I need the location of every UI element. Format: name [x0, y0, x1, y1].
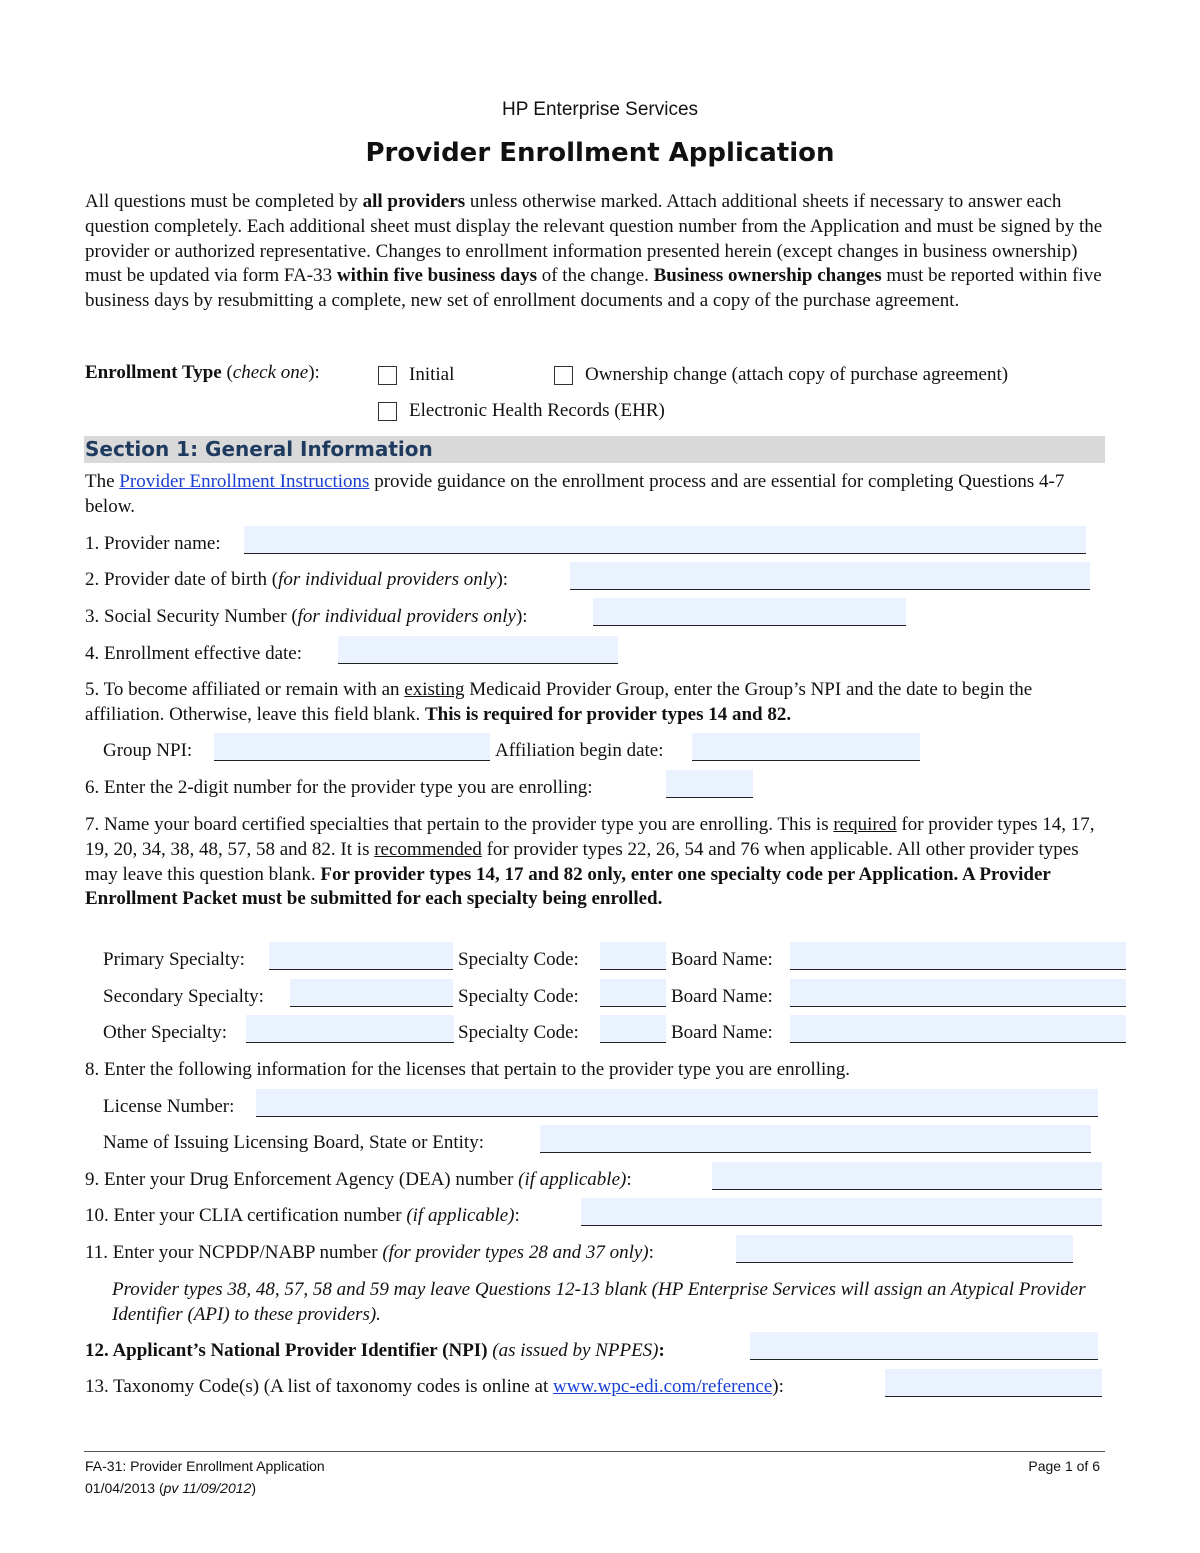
group-npi-label: Group NPI: [103, 740, 193, 761]
secondary-specialty-label: Secondary Specialty: [103, 986, 264, 1007]
organization-name: HP Enterprise Services [501, 99, 699, 120]
primary-specialty-field[interactable] [269, 942, 453, 970]
affiliation-date-label: Affiliation begin date: [495, 740, 664, 761]
primary-specialty-label: Primary Specialty: [103, 949, 245, 970]
option-ownership-change[interactable]: Ownership change (attach copy of purchase agreement) [554, 362, 1008, 388]
affiliation-date-field[interactable] [692, 733, 920, 761]
ssn-field[interactable] [593, 598, 906, 626]
provider-type-field[interactable] [666, 770, 753, 798]
intro-paragraph: All questions must be completed by all providers unless otherwise marked. Attach additional sheets if necessary to answer each question completely. Each additional sheet must display the relevant question number from the Application and must be signed by the provider or authorized representative. Changes to enrollment information presented herein (except changes in business ownership) must be updated via form FA-33 within five business days of the change. Business ownership changes must be reported within five business days by resubmitting a complete, new set of enrollment documents and a copy of the purchase agreement. [85, 191, 1103, 312]
license-number-label: License Number: [103, 1096, 235, 1117]
primary-specialty-code-field[interactable] [600, 942, 666, 970]
group-npi-field[interactable] [214, 733, 490, 761]
other-specialty-label: Other Specialty: [103, 1022, 227, 1043]
q9-label: 9. Enter your Drug Enforcement Agency (DEA) number (if applicable): [85, 1169, 632, 1190]
q11-label: 11. Enter your NCPDP/NABP number (for provider types 28 and 37 only): [85, 1242, 654, 1263]
footer-page-number: Page 1 of 6 [1028, 1458, 1100, 1474]
provider-name-field[interactable] [244, 526, 1086, 554]
ownership-change-checkbox[interactable] [554, 366, 573, 385]
q8-label: 8. Enter the following information for the licenses that pertain to the provider type you are enrolling. [85, 1059, 851, 1080]
board-name-label: Board Name: [671, 1022, 773, 1043]
secondary-specialty-field[interactable] [290, 979, 453, 1007]
q6-label: 6. Enter the 2-digit number for the provider type you are enrolling: [85, 777, 593, 798]
footer-date: 01/04/2013 (pv 11/09/2012) [85, 1480, 257, 1496]
instructions-link[interactable]: Provider Enrollment Instructions [119, 471, 370, 492]
ehr-checkbox[interactable] [378, 402, 397, 421]
ncpdp-number-field[interactable] [736, 1235, 1073, 1263]
board-name-label: Board Name: [671, 986, 773, 1007]
q7-text: 7. Name your board certified specialties that pertain to the provider type you are enrolling. This is required for provider types 14, 17, 19, 20, 34, 38, 48, 57, 58 and 82. It is recommended for provider types 22, 26, 54 and 76 when applicable. All other provider types may leave this question blank. For provider types 14, 17 and 82 only, enter one specialty code per Application. A Provider Enrollment Packet must be submitted for each specialty being enrolled. [85, 814, 1095, 910]
q13-label: 13. Taxonomy Code(s) (A list of taxonomy codes is online at www.wpc-edi.com/reference): [85, 1376, 784, 1397]
option-initial[interactable]: Initial [378, 362, 454, 388]
other-specialty-code-field[interactable] [600, 1015, 666, 1043]
license-number-field[interactable] [256, 1089, 1098, 1117]
api-note: Provider types 38, 48, 57, 58 and 59 may leave Questions 12-13 blank (HP Enterprise Services will assign an Atypical Provider Identifier (API) to these providers). [112, 1279, 1086, 1325]
other-specialty-field[interactable] [246, 1015, 454, 1043]
effective-date-field[interactable] [338, 636, 618, 664]
date-of-birth-field[interactable] [570, 562, 1090, 590]
specialty-code-label: Specialty Code: [458, 1022, 579, 1043]
secondary-board-name-field[interactable] [790, 979, 1126, 1007]
npi-field[interactable] [750, 1332, 1098, 1360]
board-name-label: Board Name: [671, 949, 773, 970]
initial-checkbox[interactable] [378, 366, 397, 385]
taxonomy-link[interactable]: www.wpc-edi.com/reference [553, 1376, 773, 1397]
other-board-name-field[interactable] [790, 1015, 1126, 1043]
footer-form-name: FA-31: Provider Enrollment Application [85, 1458, 325, 1474]
q5-text: 5. To become affiliated or remain with an existing Medicaid Provider Group, enter the Group’s NPI and the date to begin the affiliation. Otherwise, leave this field blank. This is required for provider types 14 and 82. [85, 679, 1033, 725]
licensing-board-field[interactable] [540, 1125, 1091, 1153]
q4-label: 4. Enrollment effective date: [85, 643, 303, 664]
option-ehr[interactable]: Electronic Health Records (EHR) [378, 398, 665, 424]
specialty-code-label: Specialty Code: [458, 986, 579, 1007]
specialty-code-label: Specialty Code: [458, 949, 579, 970]
q12-label: 12. Applicant’s National Provider Identifier (NPI) (as issued by NPPES): [85, 1340, 665, 1361]
secondary-specialty-code-field[interactable] [600, 979, 666, 1007]
footer-divider [84, 1451, 1105, 1452]
q2-label: 2. Provider date of birth (for individual providers only): [85, 569, 509, 590]
q3-label: 3. Social Security Number (for individual providers only): [85, 606, 528, 627]
section-title: Section 1: General Information [85, 437, 433, 461]
primary-board-name-field[interactable] [790, 942, 1126, 970]
q10-label: 10. Enter your CLIA certification number (if applicable): [85, 1205, 520, 1226]
page-title: Provider Enrollment Application [365, 138, 835, 168]
clia-number-field[interactable] [581, 1198, 1102, 1226]
licensing-board-label: Name of Issuing Licensing Board, State or Entity: [103, 1132, 484, 1153]
q1-label: 1. Provider name: [85, 533, 221, 554]
dea-number-field[interactable] [712, 1162, 1102, 1190]
taxonomy-code-field[interactable] [885, 1369, 1102, 1397]
section-intro: The Provider Enrollment Instructions provide guidance on the enrollment process and are essential for completing Questions 4-7 below. [85, 471, 1065, 517]
enrollment-type-label: Enrollment Type (check one): [85, 362, 320, 383]
